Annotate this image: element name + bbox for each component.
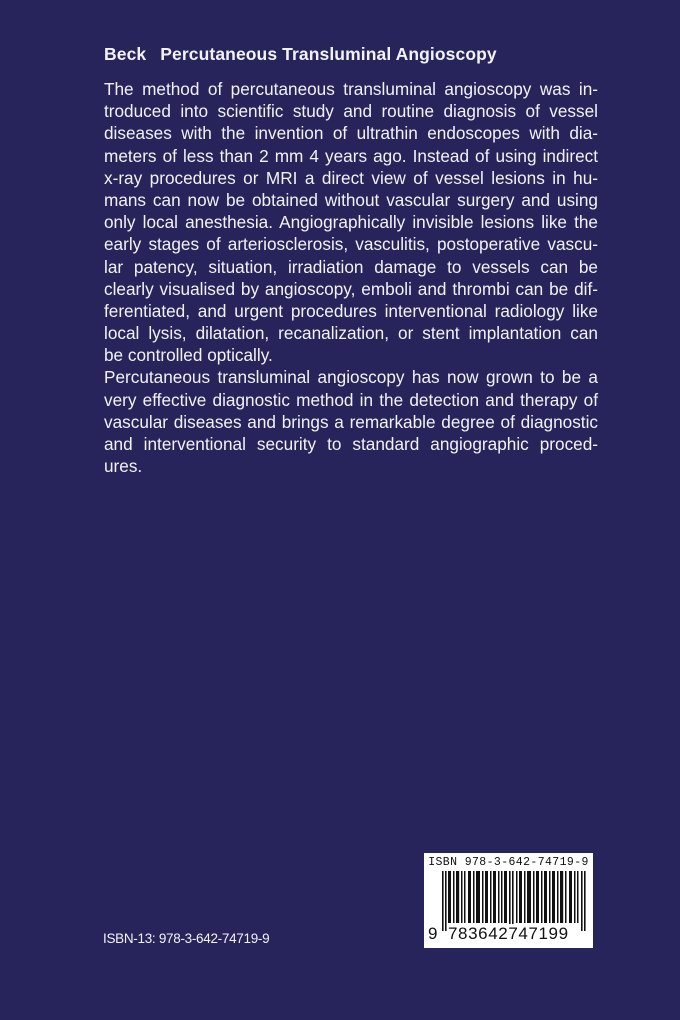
isbn-barcode [424,853,593,948]
barcode-digits: 783642747199 [448,924,569,943]
barcode-isbn-text: ISBN 978-3-642-74719-9 [428,856,589,869]
blurb-line: The method of percutaneous transluminal angioscopy was in- [104,79,598,99]
blurb-line: diseases with the invention of ultrathin endoscopes with dia- [104,123,598,144]
blurb-line: early stages of arteriosclerosis, vasculitis, postoperative vascu- [104,234,598,255]
blurb-line: meters of less than 2 mm 4 years ago. Instead of using indirect [104,145,598,166]
book-title-line [104,44,497,65]
blurb-line: lar patency, situation, irradiation damage to vessels can be [104,256,598,277]
blurb-line: vascular diseases and brings a remarkable degree of diagnostic [104,411,598,432]
barcode-bars-icon [442,871,588,931]
blurb-line: and interventional security to standard angiographic proced- [104,434,598,454]
blurb-line: x-ray procedures or MRI a direct view of vessel lesions in hu- [104,167,598,188]
blurb-line: ferentiated, and urgent procedures interventional radiology like [104,300,598,321]
blurb-line: Percutaneous transluminal angioscopy has now grown to be a [104,367,598,388]
author-name: Beck [104,44,147,64]
blurb-line: be controlled optically. [104,345,273,366]
blurb-line: very effective diagnostic method in the detection and therapy of [104,389,598,410]
barcode-lead-digit: 9 [428,924,438,943]
back-cover-blurb [104,78,598,477]
blurb-line: only local anesthesia. Angiographically invisible lesions like the [104,212,598,233]
blurb-line: troduced into scientific study and routine diagnosis of vessel [104,101,598,122]
blurb-line: local lysis, dilatation, recanalization, or stent implantation can [104,323,598,344]
blurb-line: mans can now be obtained without vascular surgery and using [104,189,598,210]
isbn13-label: ISBN-13: 978-3-642-74719-9 [103,931,270,946]
blurb-line: ures. [104,456,143,477]
book-title: Percutaneous Transluminal Angioscopy [160,44,497,64]
blurb-line: clearly visualised by angioscopy, emboli and thrombi can be dif- [104,278,598,299]
